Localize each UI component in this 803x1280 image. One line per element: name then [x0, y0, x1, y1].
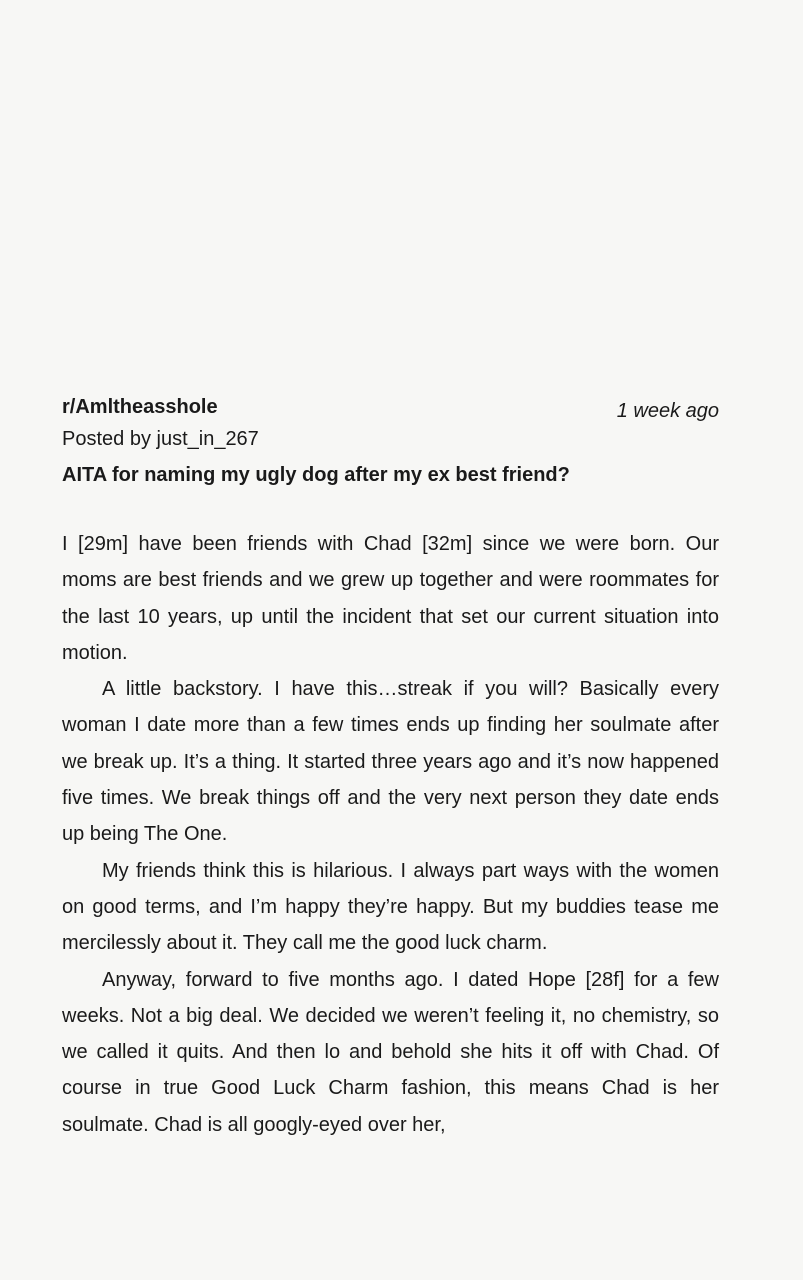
- subreddit-name: r/Amltheasshole: [62, 396, 218, 418]
- book-page: [62, 392, 719, 1143]
- post-title: AITA for naming my ugly dog after my ex best friend?: [62, 464, 570, 486]
- body-paragraph-4: Anyway, forward to five months ago. I dated Hope [28f] for a few weeks. Not a big deal. We decided we weren’t feeling it, no chemistry, so we called it quits. And then lo and behold she hits it off with Chad. Of course in true Good Luck Charm fashion, this means Chad is her soulmate. Chad is all googly-eyed over her,: [62, 968, 719, 1136]
- post-body: [62, 526, 719, 1143]
- body-paragraph-3: My friends think this is hilarious. I always part ways with the women on good terms, and I’m happy they’re happy. But my buddies tease me mercilessly about it. They call me the good luck charm.: [62, 859, 719, 955]
- posted-by: Posted by just_in_267: [62, 428, 259, 450]
- body-paragraph-2: A little backstory. I have this…streak if you will? Basically every woman I date more than a few times ends up finding her soulmate after we break up. It’s a thing. It started three years ago and it’s now happened five times. We break things off and the very next person they date ends up being The One.: [62, 678, 719, 846]
- body-paragraph-1: I [29m] have been friends with Chad [32m] since we were born. Our moms are best friends and we grew up together and were roommates for the last 10 years, up until the incident that set our current situation into motion.: [62, 533, 719, 664]
- post-header: [62, 392, 719, 494]
- post-timestamp: 1 week ago: [616, 400, 719, 422]
